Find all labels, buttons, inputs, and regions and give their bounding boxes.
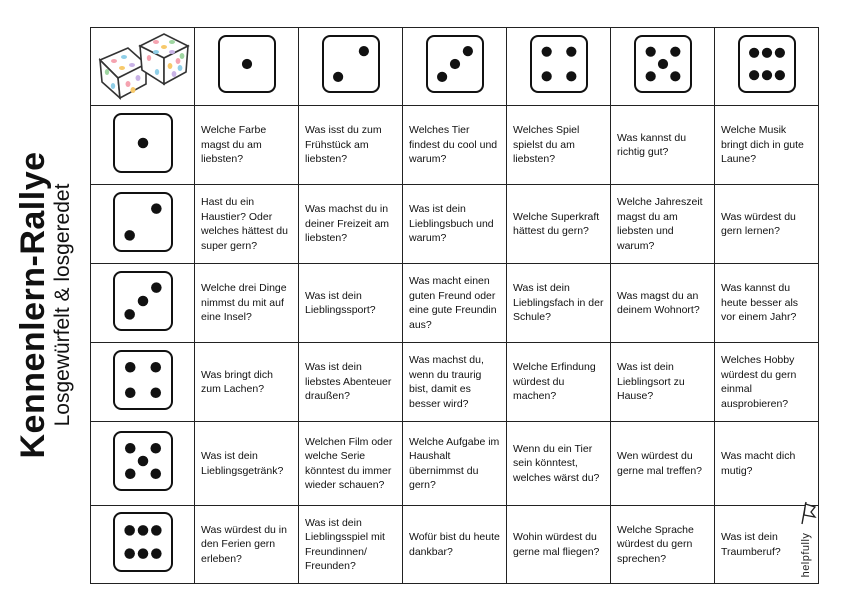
die-pip xyxy=(151,203,162,214)
question-cell: Was ist dein Lieblingsfach in der Schule? xyxy=(507,264,611,343)
die-pip xyxy=(124,362,135,373)
question-cell: Was ist dein Lieblingsbuch und warum? xyxy=(403,185,507,264)
page-title: Kennenlern-Rallye xyxy=(14,151,52,459)
die-face xyxy=(323,36,379,92)
table-row xyxy=(91,106,819,185)
table-row xyxy=(91,264,819,343)
question-cell: Hast du ein Haustier? Oder welches hättest du super gern? xyxy=(195,185,299,264)
question-cell: Was magst du an deinem Wohnort? xyxy=(611,264,715,343)
die-pip xyxy=(358,46,368,56)
row-header-die-4 xyxy=(91,343,195,422)
question-cell: Wen würdest du gerne mal treffen? xyxy=(611,422,715,506)
die-pip xyxy=(657,59,667,69)
question-cell: Was isst du zum Frühstück am liebsten? xyxy=(299,106,403,185)
die-pip xyxy=(670,71,680,81)
die-pip xyxy=(150,387,161,398)
row-header-die-6 xyxy=(91,506,195,584)
question-cell: Was würdest du gern lernen? xyxy=(715,185,819,264)
question-cell: Welche Musik bringt dich in gute Laune? xyxy=(715,106,819,185)
die-1-icon xyxy=(112,112,174,179)
die-pip xyxy=(124,525,135,536)
question-cell: Wohin würdest du gerne mal fliegen? xyxy=(507,506,611,584)
title-block xyxy=(0,0,90,602)
die-6-icon xyxy=(737,34,797,99)
question-cell: Was ist dein Lieblingsspiel mit Freundinnen/ Freunden? xyxy=(299,506,403,584)
die-face xyxy=(739,36,795,92)
die-pip xyxy=(645,71,655,81)
die-pip xyxy=(124,443,135,454)
flag-icon xyxy=(794,500,818,526)
table-row xyxy=(91,185,819,264)
die-1-icon xyxy=(217,34,277,99)
question-cell: Was ist dein Lieblingsgetränk? xyxy=(195,422,299,506)
die-pip xyxy=(124,309,135,320)
question-cell: Was macht dich mutig? xyxy=(715,422,819,506)
question-cell: Was bringt dich zum Lachen? xyxy=(195,343,299,422)
question-cell: Was würdest du in den Ferien gern erleben? xyxy=(195,506,299,584)
die-pip xyxy=(137,456,148,467)
die-pip xyxy=(749,70,759,80)
die-4-icon xyxy=(112,349,174,416)
table-row xyxy=(91,422,819,506)
die-pip xyxy=(150,469,161,480)
die-pip xyxy=(541,71,551,81)
die-pip xyxy=(774,70,784,80)
die-pip xyxy=(124,549,135,560)
die-2-icon xyxy=(321,34,381,99)
die-pip xyxy=(150,443,161,454)
question-cell: Was kannst du heute besser als vor einem Jahr? xyxy=(715,264,819,343)
question-cell: Was ist dein Lieblingsort zu Hause? xyxy=(611,343,715,422)
die-3-icon xyxy=(425,34,485,99)
question-cell: Was macht einen guten Freund oder eine gute Freundin aus? xyxy=(403,264,507,343)
die-pip xyxy=(333,72,343,82)
question-cell: Welches Hobby würdest du gern einmal ausprobieren? xyxy=(715,343,819,422)
die-5-icon xyxy=(633,34,693,99)
column-header-die-5 xyxy=(611,28,715,106)
die-pip xyxy=(566,71,576,81)
question-cell: Welche Erfindung würdest du machen? xyxy=(507,343,611,422)
colorful-dice-illustration xyxy=(91,28,195,106)
die-pip xyxy=(761,70,771,80)
die-pip xyxy=(774,48,784,58)
die-face xyxy=(114,351,172,409)
table-row xyxy=(91,343,819,422)
die-pip xyxy=(124,387,135,398)
question-cell: Welchen Film oder welche Serie könntest du immer wieder schauen? xyxy=(299,422,403,506)
die-pip xyxy=(137,137,148,148)
row-header-die-3 xyxy=(91,264,195,343)
question-cell: Welche Farbe magst du am liebsten? xyxy=(195,106,299,185)
row-header-die-2 xyxy=(91,185,195,264)
page-subtitle: Losgewürfelt & losgeredet xyxy=(51,183,74,427)
die-pip xyxy=(124,469,135,480)
question-cell: Welches Tier findest du cool und warum? xyxy=(403,106,507,185)
question-cell: Wenn du ein Tier sein könntest, welches wärst du? xyxy=(507,422,611,506)
header-row xyxy=(91,28,819,106)
die-3-icon xyxy=(112,270,174,337)
question-cell: Welche Superkraft hättest du gern? xyxy=(507,185,611,264)
column-header-die-6 xyxy=(715,28,819,106)
question-cell: Was machst du in deiner Freizeit am liebsten? xyxy=(299,185,403,264)
die-pip xyxy=(137,549,148,560)
column-header-die-3 xyxy=(403,28,507,106)
die-pip xyxy=(151,549,162,560)
question-grid xyxy=(90,27,819,584)
brand-name: helpfully xyxy=(800,532,812,578)
die-pip xyxy=(566,47,576,57)
die-pip xyxy=(124,230,135,241)
question-cell: Welche drei Dinge nimmst du mit auf eine Insel? xyxy=(195,264,299,343)
column-header-die-1 xyxy=(195,28,299,106)
row-header-die-5 xyxy=(91,422,195,506)
question-cell: Welche Sprache würdest du gern sprechen? xyxy=(611,506,715,584)
die-pip xyxy=(449,59,459,69)
die-pip xyxy=(670,47,680,57)
die-pip xyxy=(151,282,162,293)
question-cell: Was machst du, wenn du traurig bist, damit es besser wird? xyxy=(403,343,507,422)
row-header-die-1 xyxy=(91,106,195,185)
die-face xyxy=(114,513,172,571)
die-pip xyxy=(462,46,472,56)
die-6-icon xyxy=(112,511,174,578)
die-pip xyxy=(749,48,759,58)
question-cell: Welche Jahreszeit magst du am liebsten und warum? xyxy=(611,185,715,264)
die-5-icon xyxy=(112,430,174,497)
die-pip xyxy=(761,48,771,58)
column-header-die-4 xyxy=(507,28,611,106)
question-cell: Welche Aufgabe im Haushalt übernimmst du gern? xyxy=(403,422,507,506)
die-4-icon xyxy=(529,34,589,99)
table-row xyxy=(91,506,819,584)
die-pip xyxy=(541,47,551,57)
question-cell: Welches Spiel spielst du am liebsten? xyxy=(507,106,611,185)
die-pip xyxy=(151,525,162,536)
question-cell: Was ist dein Traumberuf? xyxy=(715,506,819,584)
column-header-die-2 xyxy=(299,28,403,106)
die-pip xyxy=(137,525,148,536)
question-cell: Wofür bist du heute dankbar? xyxy=(403,506,507,584)
die-pip xyxy=(241,59,251,69)
die-face xyxy=(531,36,587,92)
brand-logo xyxy=(794,500,818,582)
die-2-icon xyxy=(112,191,174,258)
question-cell: Was kannst du richtig gut? xyxy=(611,106,715,185)
die-pip xyxy=(150,362,161,373)
question-cell: Was ist dein liebstes Abenteuer draußen? xyxy=(299,343,403,422)
die-face xyxy=(114,193,172,251)
die-pip xyxy=(137,295,148,306)
question-cell: Was ist dein Lieblingssport? xyxy=(299,264,403,343)
die-pip xyxy=(437,72,447,82)
colorful-dice-icon xyxy=(94,28,192,100)
die-pip xyxy=(645,47,655,57)
